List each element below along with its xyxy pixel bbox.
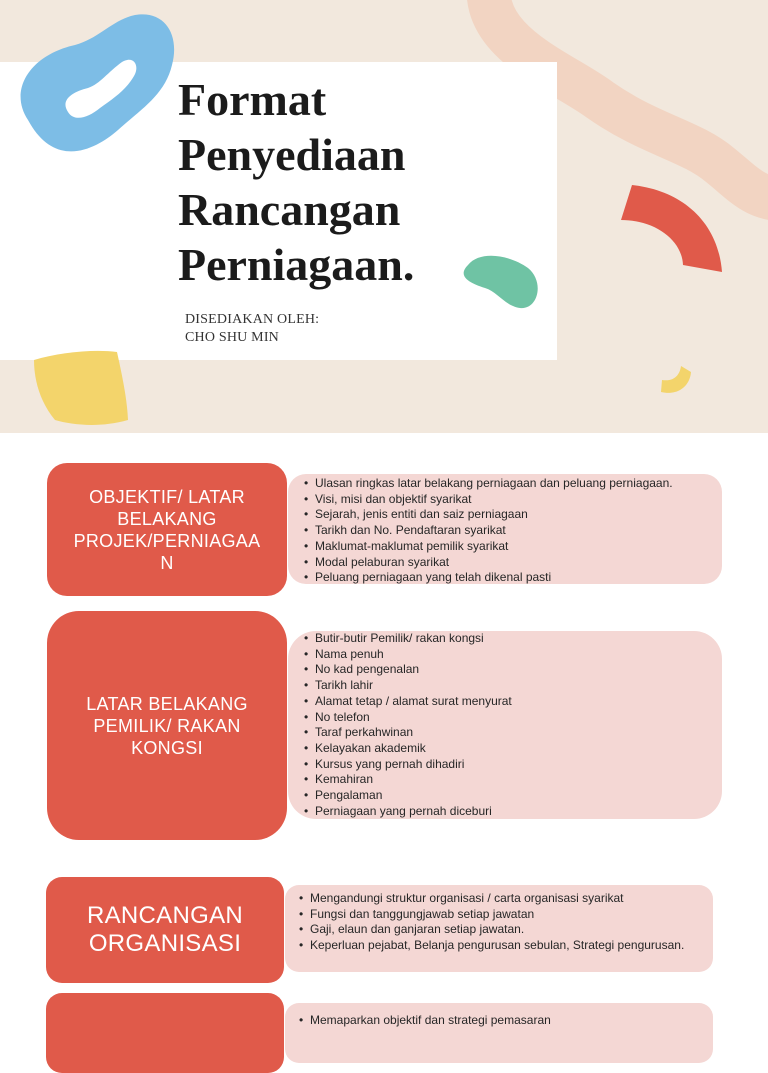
heading-line: LATAR BELAKANG <box>86 693 248 714</box>
section-content-objektif <box>288 474 722 584</box>
list-item: • Memaparkan objektif dan strategi pemasaran <box>299 1013 699 1029</box>
list-item: • Visi, misi dan objektif syarikat <box>304 492 722 508</box>
section-heading-latar-belakang-pemilik <box>47 611 287 840</box>
section-heading-rancangan-pemasaran <box>46 993 284 1073</box>
prepared-by-label: DISEDIAKAN OLEH: <box>185 312 320 327</box>
bullet-list <box>299 1013 699 1029</box>
blue-blob-shape <box>21 14 175 151</box>
page-title <box>178 72 414 292</box>
bullet-list <box>304 476 722 586</box>
list-item: • No kad pengenalan <box>304 662 722 678</box>
small-yellow-arc-shape <box>661 366 691 393</box>
list-item: • Tarikh dan No. Pendaftaran syarikat <box>304 523 722 539</box>
heading-line: PEMILIK/ RAKAN <box>93 715 241 736</box>
list-item: • Maklumat-maklumat pemilik syarikat <box>304 539 722 555</box>
title-line: Format <box>178 74 327 125</box>
list-item: • Modal pelaburan syarikat <box>304 555 722 571</box>
list-item: • Keperluan pejabat, Belanja pengurusan sebulan, Strategi pengurusan. <box>299 938 699 954</box>
bullet-list <box>304 631 722 819</box>
list-item: • Kelayakan akademik <box>304 741 722 757</box>
list-item: • Pengalaman <box>304 788 722 804</box>
section-heading-rancangan-organisasi <box>46 877 284 983</box>
heading-line: KONGSI <box>131 737 203 758</box>
list-item: • Mengandungi struktur organisasi / carta organisasi syarikat <box>299 891 699 907</box>
list-item: • Ulasan ringkas latar belakang perniagaan dan peluang perniagaan. <box>304 476 722 492</box>
section-content-rancangan-pemasaran <box>285 1003 713 1063</box>
list-item: • Taraf perkahwinan <box>304 725 722 741</box>
list-item: • Alamat tetap / alamat surat menyurat <box>304 694 722 710</box>
cover-slide <box>0 0 768 433</box>
list-item: • Perniagaan yang pernah diceburi <box>304 804 722 820</box>
green-blob-shape <box>464 256 538 308</box>
list-item: • No telefon <box>304 710 722 726</box>
list-item: • Butir-butir Pemilik/ rakan kongsi <box>304 631 722 647</box>
list-item: • Kemahiran <box>304 772 722 788</box>
bullet-list <box>299 891 699 954</box>
section-content-latar-belakang-pemilik <box>288 631 722 819</box>
list-item: • Nama penuh <box>304 647 722 663</box>
heading-line: BELAKANG <box>117 508 217 529</box>
yellow-shape <box>34 351 128 425</box>
red-arc-shape <box>621 185 722 272</box>
list-item: • Tarikh lahir <box>304 678 722 694</box>
list-item: • Gaji, elaun dan ganjaran setiap jawatan. <box>299 922 699 938</box>
heading-line: N <box>160 552 174 573</box>
title-line: Penyediaan <box>178 129 406 180</box>
title-line: Rancangan <box>178 184 401 235</box>
prepared-by <box>185 311 319 347</box>
heading-line: PROJEK/PERNIAGAA <box>73 530 261 551</box>
list-item: • Kursus yang pernah dihadiri <box>304 757 722 773</box>
heading-line: OBJEKTIF/ LATAR <box>89 486 245 507</box>
heading-line: ORGANISASI <box>88 930 242 957</box>
heading-line: RANCANGAN <box>86 902 244 929</box>
list-item: • Fungsi dan tanggungjawab setiap jawatan <box>299 907 699 923</box>
author-name: CHO SHU MIN <box>185 330 279 345</box>
section-heading-objektif <box>47 463 287 596</box>
section-content-rancangan-organisasi <box>285 885 713 972</box>
list-item: • Peluang perniagaan yang telah dikenal pasti <box>304 570 722 586</box>
list-item: • Sejarah, jenis entiti dan saiz perniagaan <box>304 507 722 523</box>
title-line: Perniagaan. <box>178 239 415 290</box>
